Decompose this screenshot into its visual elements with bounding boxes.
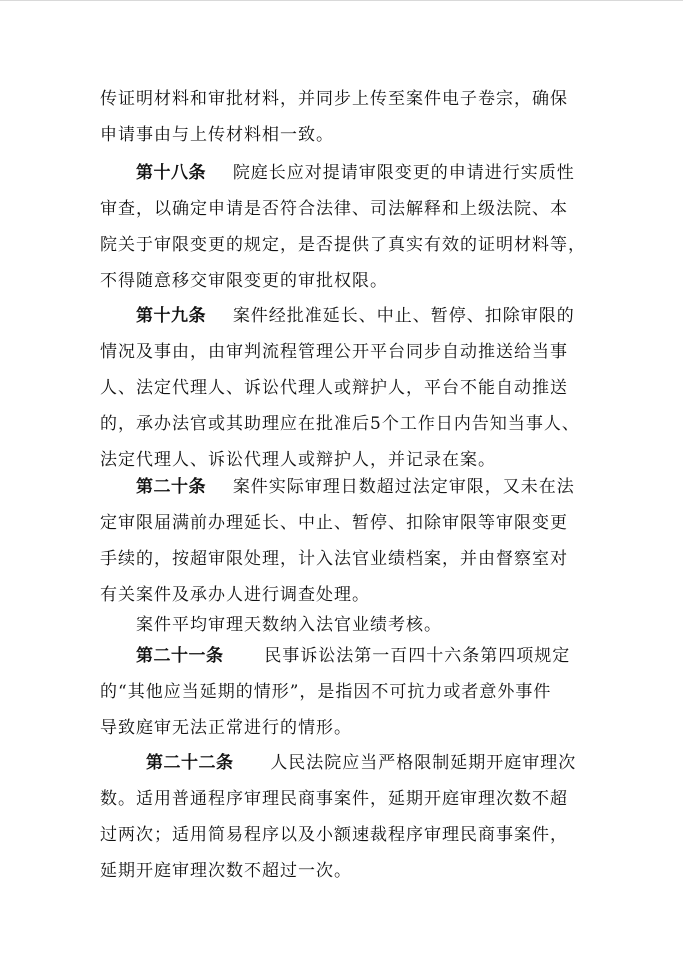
text-line: 不得随意移交审限变更的审批权限。 bbox=[100, 271, 388, 291]
article-heading: 第十九条 bbox=[136, 306, 206, 326]
article-heading: 第二十一条 bbox=[136, 646, 224, 666]
article-heading: 第十八条 bbox=[136, 163, 206, 183]
article-text: 民事诉讼法第一百四十六条第四项规定 bbox=[264, 646, 571, 666]
article-first-line bbox=[136, 301, 575, 331]
article-text: 人民法院应当严格限制延期开庭审理次 bbox=[270, 753, 577, 773]
article-text: 院庭长应对提请审限变更的申请进行实质性 bbox=[232, 163, 575, 183]
text-line: 申请事由与上传材料相一致。 bbox=[100, 125, 334, 145]
article-first-line bbox=[146, 748, 576, 778]
article-text: 案件经批准延长、中止、暂停、扣除审限的 bbox=[232, 306, 575, 326]
text-line: 手续的，按超审限处理，计入法官业绩档案，并由督察室对 bbox=[100, 549, 568, 569]
text-line: 的“其他应当延期的情形”，是指因不可抗力或者意外事件 bbox=[100, 682, 552, 702]
text-line: 有关案件及承办人进行调查处理。 bbox=[100, 585, 370, 605]
text-line: 定审限届满前办理延长、中止、暂停、扣除审限等审限变更 bbox=[100, 513, 568, 533]
text-line: 情况及事由，由审判流程管理公开平台同步自动推送给当事 bbox=[100, 342, 568, 362]
text-line: 传证明材料和审批材料，并同步上传至案件电子卷宗，确保 bbox=[100, 89, 568, 109]
article-first-line bbox=[136, 158, 575, 188]
text-line: 数。适用普通程序审理民商事案件，延期开庭审理次数不超 bbox=[100, 789, 568, 809]
text-line: 过两次；适用简易程序以及小额速裁程序审理民商事案件， bbox=[100, 825, 568, 845]
text-line: 人、法定代理人、诉讼代理人或辩护人，平台不能自动推送 bbox=[100, 378, 568, 398]
article-heading: 第二十条 bbox=[136, 477, 206, 497]
article-first-line bbox=[136, 472, 575, 502]
article-text: 案件实际审理日数超过法定审限，又未在法 bbox=[232, 477, 575, 497]
article-heading: 第二十二条 bbox=[146, 753, 234, 773]
text-line: 院关于审限变更的规定，是否提供了真实有效的证明材料等， bbox=[100, 235, 586, 255]
text-line: 导致庭审无法正常进行的情形。 bbox=[100, 718, 352, 738]
text-line: 延期开庭审理次数不超过一次。 bbox=[100, 861, 352, 881]
text-line: 的，承办法官或其助理应在批准后5个工作日内告知当事人、 bbox=[100, 414, 580, 434]
text-line: 法定代理人、诉讼代理人或辩护人，并记录在案。 bbox=[100, 450, 496, 470]
article-first-line bbox=[136, 641, 570, 671]
text-line: 案件平均审理天数纳入法官业绩考核。 bbox=[136, 615, 442, 635]
text-line: 审查，以确定申请是否符合法律、司法解释和上级法院、本 bbox=[100, 199, 568, 219]
